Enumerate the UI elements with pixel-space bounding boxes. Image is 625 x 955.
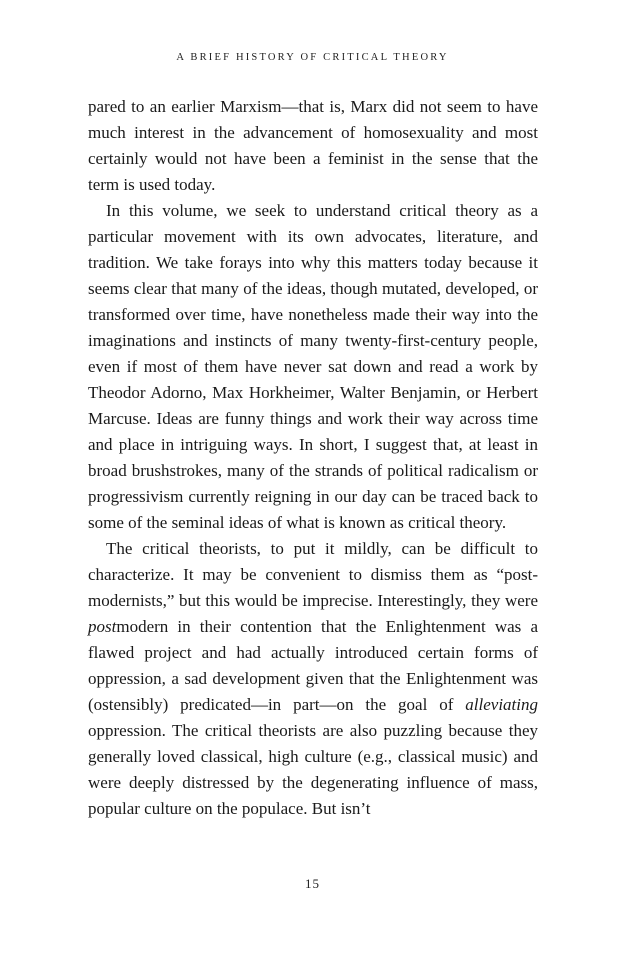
- paragraph-3-part-1: The critical theorists, to put it mildly, can be difficult to characterize. It may be convenient to dismiss them as “post-modernists,” but this would be imprecise. Interestingly, they were: [88, 539, 538, 610]
- paragraph-2: In this volume, we seek to understand critical theory as a particular movement with its own advocates, literature, and tradition. We take forays into why this matters today because it seems clear that many of the ideas, though mutated, developed, or transformed over time, have nonetheless made their way into the imaginations and instincts of many twenty-first-century people, even if most of them have never sat down and read a work by Theodor Adorno, Max Horkheimer, Walter Benjamin, or Herbert Marcuse. Ideas are funny things and work their way across time and place in intriguing ways. In short, I suggest that, at least in broad brushstrokes, many of the strands of political radicalism or progressivism currently reigning in our day can be traced back to some of the seminal ideas of what is known as critical theory.: [88, 201, 538, 532]
- running-head: A BRIEF HISTORY OF CRITICAL THEORY: [176, 52, 449, 63]
- body-text: [88, 94, 538, 822]
- emphasis-alleviating: alleviating: [465, 695, 538, 714]
- page-number: 15: [305, 876, 320, 891]
- emphasis-post: post: [88, 617, 117, 636]
- paragraph-3: [88, 536, 538, 822]
- paragraph-3-part-3: oppression. The critical theorists are also puzzling because they generally loved classical, high culture (e.g., classical music) and were deeply distressed by the degenerating influence of mass, popular culture on the populace. But isn’t: [88, 721, 538, 818]
- paragraph-3-part-2: modern in their contention that the Enlightenment was a flawed project and had actually introduced certain forms of oppression, a sad development given that the Enlightenment was (ostensibly) predicated—in part—on the goal of: [88, 617, 538, 714]
- paragraph-1: pared to an earlier Marxism—that is, Marx did not seem to have much interest in the advancement of homosexuality and most certainly would not have been a feminist in the sense that the term is used today.: [88, 97, 538, 194]
